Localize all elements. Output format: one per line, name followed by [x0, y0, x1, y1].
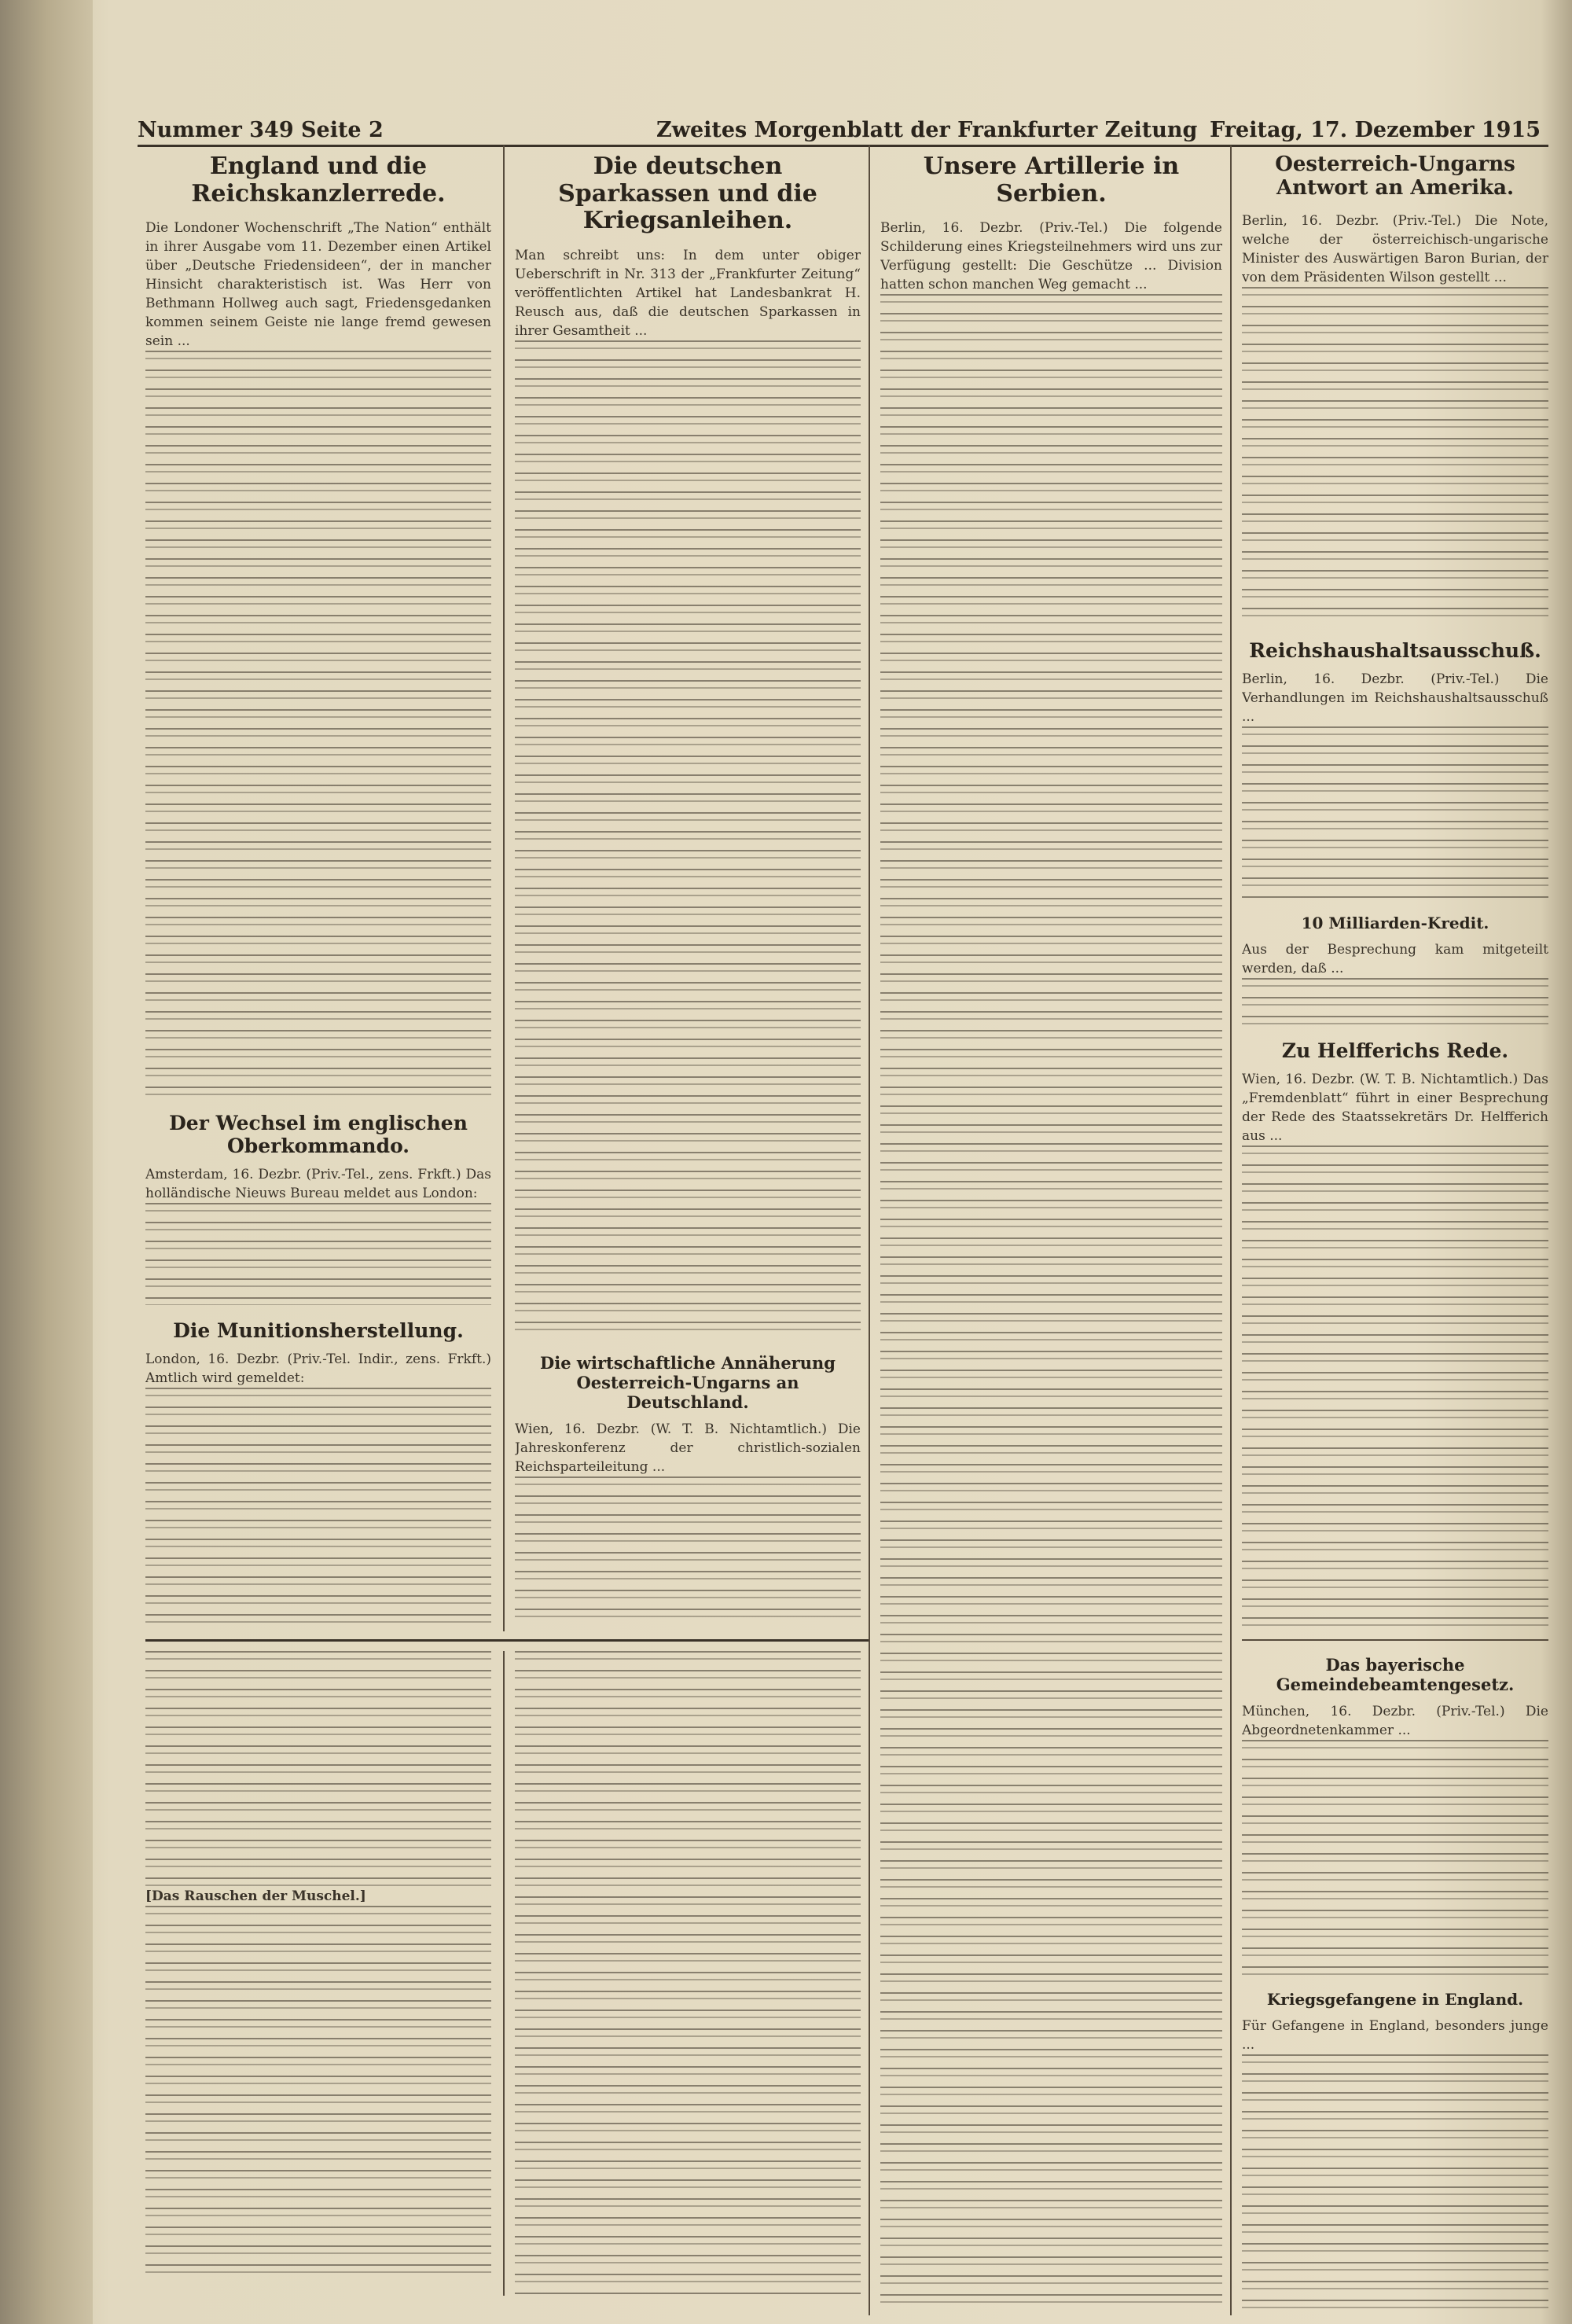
article-title: England und die Reichskanzlerrede. — [191, 153, 446, 208]
article-title: 10 Milliarden-Kredit. — [1301, 913, 1489, 932]
text-body — [145, 1388, 491, 1627]
article-separator — [1242, 1639, 1548, 1641]
column-divider — [503, 1651, 505, 2296]
feuilleton-column-1 — [145, 1651, 491, 2296]
article-title: Das bayerische Gemeindebeamtengesetz. — [1276, 1654, 1515, 1694]
text-body — [880, 294, 1222, 2307]
article-lead: Die Londoner Wochenschrift „The Nation“ enthält in ihrer Ausgabe vom 11. Dezember einen Artikel über „Deutsche Friedensideen“, der in mancher Hinsicht charakteristisch ist. Was Herr von Bethmann Hollweg auch sagt, Friedensgedanken kommen seinem Geiste nie lange fremd gewesen sein ... — [145, 220, 491, 349]
article-lead: Aus der Besprechung kam mitgeteilt werden, daß ... — [1242, 941, 1548, 976]
text-body — [1242, 1145, 1548, 1633]
article-title: Die Munitionsherstellung. — [173, 1319, 464, 1342]
book-binding — [0, 0, 93, 2324]
article-lead: Berlin, 16. Dezbr. (Priv.-Tel.) Die Note, welche der österreichisch-ungarische Minister des Auswärtigen Baron Burian, der von dem Präsidenten Wilson gestellt ... — [1242, 212, 1548, 285]
article-title: Oesterreich-Ungarns Antwort an Amerika. — [1275, 153, 1515, 200]
text-body — [1242, 1740, 1548, 1976]
column-3 — [880, 145, 1222, 2315]
text-body — [145, 1906, 491, 2283]
article-lead: Wien, 16. Dezbr. (W. T. B. Nichtamtlich.) Das „Fremdenblatt“ führt in einer Besprechung der Rede des Staatssekretärs Dr. Helfferich aus ... — [1242, 1071, 1548, 1144]
header-right: Freitag, 17. Dezember 1915 — [1210, 118, 1541, 142]
article-title: Zu Helfferichs Rede. — [1281, 1039, 1509, 1062]
article-lead: Berlin, 16. Dezbr. (Priv.-Tel.) Die folgende Schilderung eines Kriegsteilnehmers wird uns zur Verfügung gestellt: Die Geschütze ... Division hatten schon manchen Weg gemacht ... — [880, 220, 1222, 292]
text-body — [515, 1476, 861, 1628]
text-body — [1242, 2054, 1548, 2315]
column-divider — [1230, 145, 1232, 2315]
text-body — [145, 1203, 491, 1305]
article-lead: Wien, 16. Dezbr. (W. T. B. Nichtamtlich.) Die Jahreskonferenz der christlich-sozialen Reichsparteileitung ... — [515, 1421, 861, 1475]
article-lead: London, 16. Dezbr. (Priv.-Tel. Indir., zens. Frkft.) Amtlich wird gemeldet: — [145, 1351, 491, 1386]
feuilleton-column-2 — [515, 1651, 861, 2296]
header-left: Nummer 349 Seite 2 — [138, 118, 384, 142]
column-1 — [145, 145, 491, 1627]
text-body — [1242, 287, 1548, 625]
article-lead: München, 16. Dezbr. (Priv.-Tel.) Die Abgeordnetenkammer ... — [1242, 1703, 1548, 1738]
article-lead: Man schreibt uns: In dem unter obiger Ueberschrift in Nr. 313 der „Frankfurter Zeitung“ veröffentlichten Artikel hat Landesbankrat H. Reusch aus, daß die deutschen Sparkassen in ihrer Gesamtheit ... — [515, 247, 861, 339]
text-body — [1242, 726, 1548, 899]
article-lead: Amsterdam, 16. Dezbr. (Priv.-Tel., zens. Frkft.) Das holländische Nieuws Bureau meldet aus London: — [145, 1167, 491, 1201]
article-title: Die wirtschaftliche Annäherung Oesterreich-Ungarns an Deutschland. — [540, 1352, 836, 1412]
article-title: Reichshaushaltsausschuß. — [1249, 638, 1541, 662]
feuilleton-note: [Das Rauschen der Muschel.] — [145, 1888, 366, 1904]
column-4 — [1242, 145, 1548, 2315]
article-lead: Für Gefangene in England, besonders junge ... — [1242, 2017, 1548, 2053]
text-body — [1242, 978, 1548, 1025]
article-title: Unsere Artillerie in Serbien. — [923, 153, 1180, 208]
article-title: Die deutschen Sparkassen und die Kriegsanleihen. — [558, 153, 817, 234]
column-divider — [869, 145, 870, 2315]
feuilleton-rule — [145, 1639, 869, 1642]
article-title: Der Wechsel im englischen Oberkommando. — [169, 1112, 468, 1157]
text-body — [515, 340, 861, 1339]
text-body — [515, 1651, 861, 2296]
text-body — [145, 351, 491, 1098]
article-lead: Berlin, 16. Dezbr. (Priv.-Tel.) Die Verhandlungen im Reichshaushaltsausschuß ... — [1242, 671, 1548, 725]
article-title: Kriegsgefangene in England. — [1266, 1989, 1524, 2009]
text-body — [145, 1651, 491, 1887]
column-divider — [503, 145, 505, 1631]
column-2 — [515, 145, 861, 1627]
header-center: Zweites Morgenblatt der Frankfurter Zeitung — [656, 118, 1198, 142]
